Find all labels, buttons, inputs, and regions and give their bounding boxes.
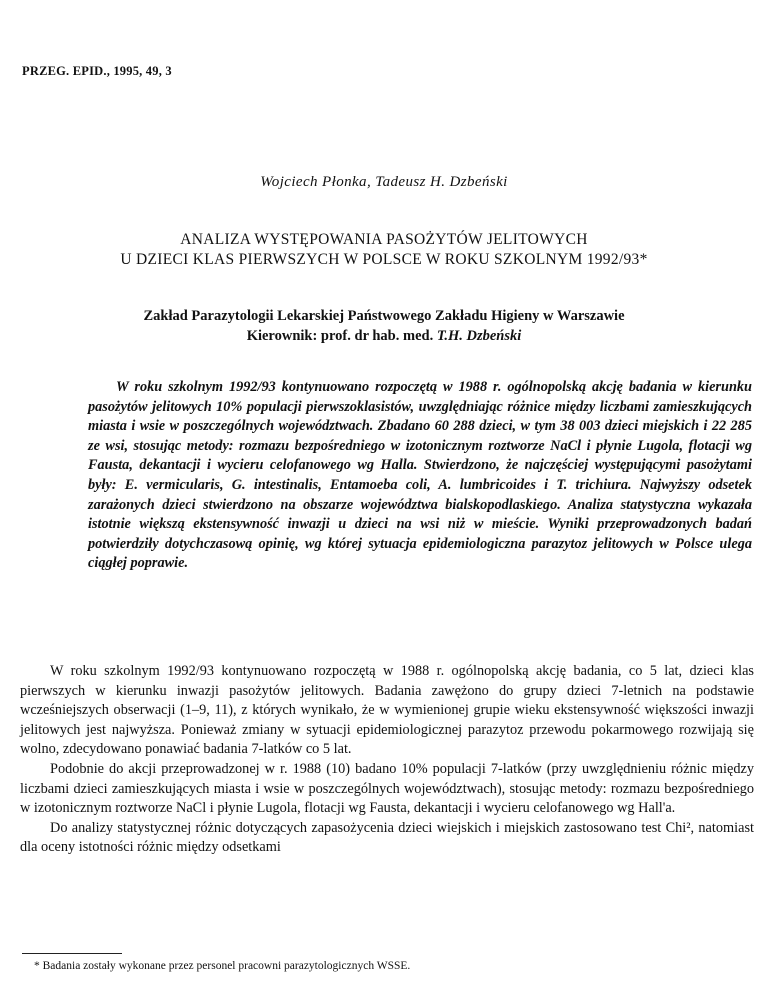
body-paragraph: W roku szkolnym 1992/93 kontynuowano rozpoczętą w 1988 r. ogólnopolską akcję badania, co 5 lat, dzieci klas pierwszych w kierunku inwazji pasożytów jelitowych. Badania zawężono do grupy dzieci 7-letnich na podstawie wcześniejszych obserwacji (1–9, 11), z których wynikało, że w wymienionej grupie wieku ekstensywność większości inwazji jelitowych jest najwyższa. Ponieważ zmiany w sytuacji epidemiologicznej parazytoz przewodu pokarmowego rozwijają się wolno, zdecydowano ponawiać badania 7-latków co 5 lat. — [20, 663, 754, 758]
abstract: W roku szkolnym 1992/93 kontynuowano rozpoczętą w 1988 r. ogólnopolską akcję badania w kierunku pasożytów jelitowych 10% populacji pierwszoklasistów, uwzględniając różnice między liczbami zamieszkujących miasta i wsie w poszczególnych województwach. Zbadano 60 288 dzieci, w tym 38 003 dzieci miejskich i 22 285 ze wsi, stosując metody: rozmazu bezpośredniego w izotonicznym roztworze NaCl i płynie Lugola, flotacji wg Fausta, dekantacji i wycieru celofanowego wg Halla. Stwierdzono, że najczęściej występującymi pasożytami były: E. vermicularis, G. intestinalis, Entamoeba coli, A. lumbricoides i T. trichiura. Najwyższy odsetek zarażonych dzieci stwierdzono na obszarze województwa bialskopodlaskiego. Analiza statystyczna wykazała istotnie większą ekstensywność inwazji u dzieci na wsi niż w mieście. Wyniki przeprowadzonych badań potwierdziły dotychczasową opinię, wg której sytuacja epidemiologiczna parazytoz jelitowych w Polsce ulega ciągłej poprawie. — [88, 379, 752, 572]
affiliation-head-prefix: Kierownik: prof. dr hab. med. — [246, 328, 437, 344]
body-paragraph: Do analizy statystycznej różnic dotyczących zapasożycenia dzieci wiejskich i miejskich zastosowano test Chi², natomiast dla oceny istotności różnic między odsetkami — [20, 819, 754, 856]
title-line-1: ANALIZA WYSTĘPOWANIA PASOŻYTÓW JELITOWYCH — [180, 231, 588, 248]
journal-citation: PRZEG. EPID., 1995, 49, 3 — [22, 64, 172, 78]
body-paragraph: Podobnie do akcji przeprowadzonej w r. 1988 (10) badano 10% populacji 7-latków (przy uwzględnieniu różnic między liczbami dzieci zamieszkujących miasta i wsie w poszczególnych województwach), stosując metody: rozmazu bezpośredniego w izotonicznym roztworze NaCl i płynie Lugola, flotacji wg Fausta, dekantacji i wycieru celofanowego wg Hall'a. — [20, 760, 754, 817]
body-text — [20, 662, 754, 858]
title-line-2: U DZIECI KLAS PIERWSZYCH W POLSCE W ROKU SZKOLNYM 1992/93* — [120, 251, 648, 268]
affiliation-head-name: T.H. Dzbeński — [436, 328, 522, 344]
affiliation-head — [0, 326, 768, 346]
article-title — [0, 230, 768, 270]
footnote-rule — [22, 953, 122, 954]
footnote: * Badania zostały wykonane przez personel pracowni parazytologicznych WSSE. — [34, 960, 411, 972]
affiliation-institution: Zakład Parazytologii Lekarskiej Państwowego Zakładu Higieny w Warszawie — [143, 308, 625, 324]
author-names: Wojciech Płonka, Tadeusz H. Dzbeński — [260, 174, 508, 190]
affiliation — [0, 306, 768, 346]
